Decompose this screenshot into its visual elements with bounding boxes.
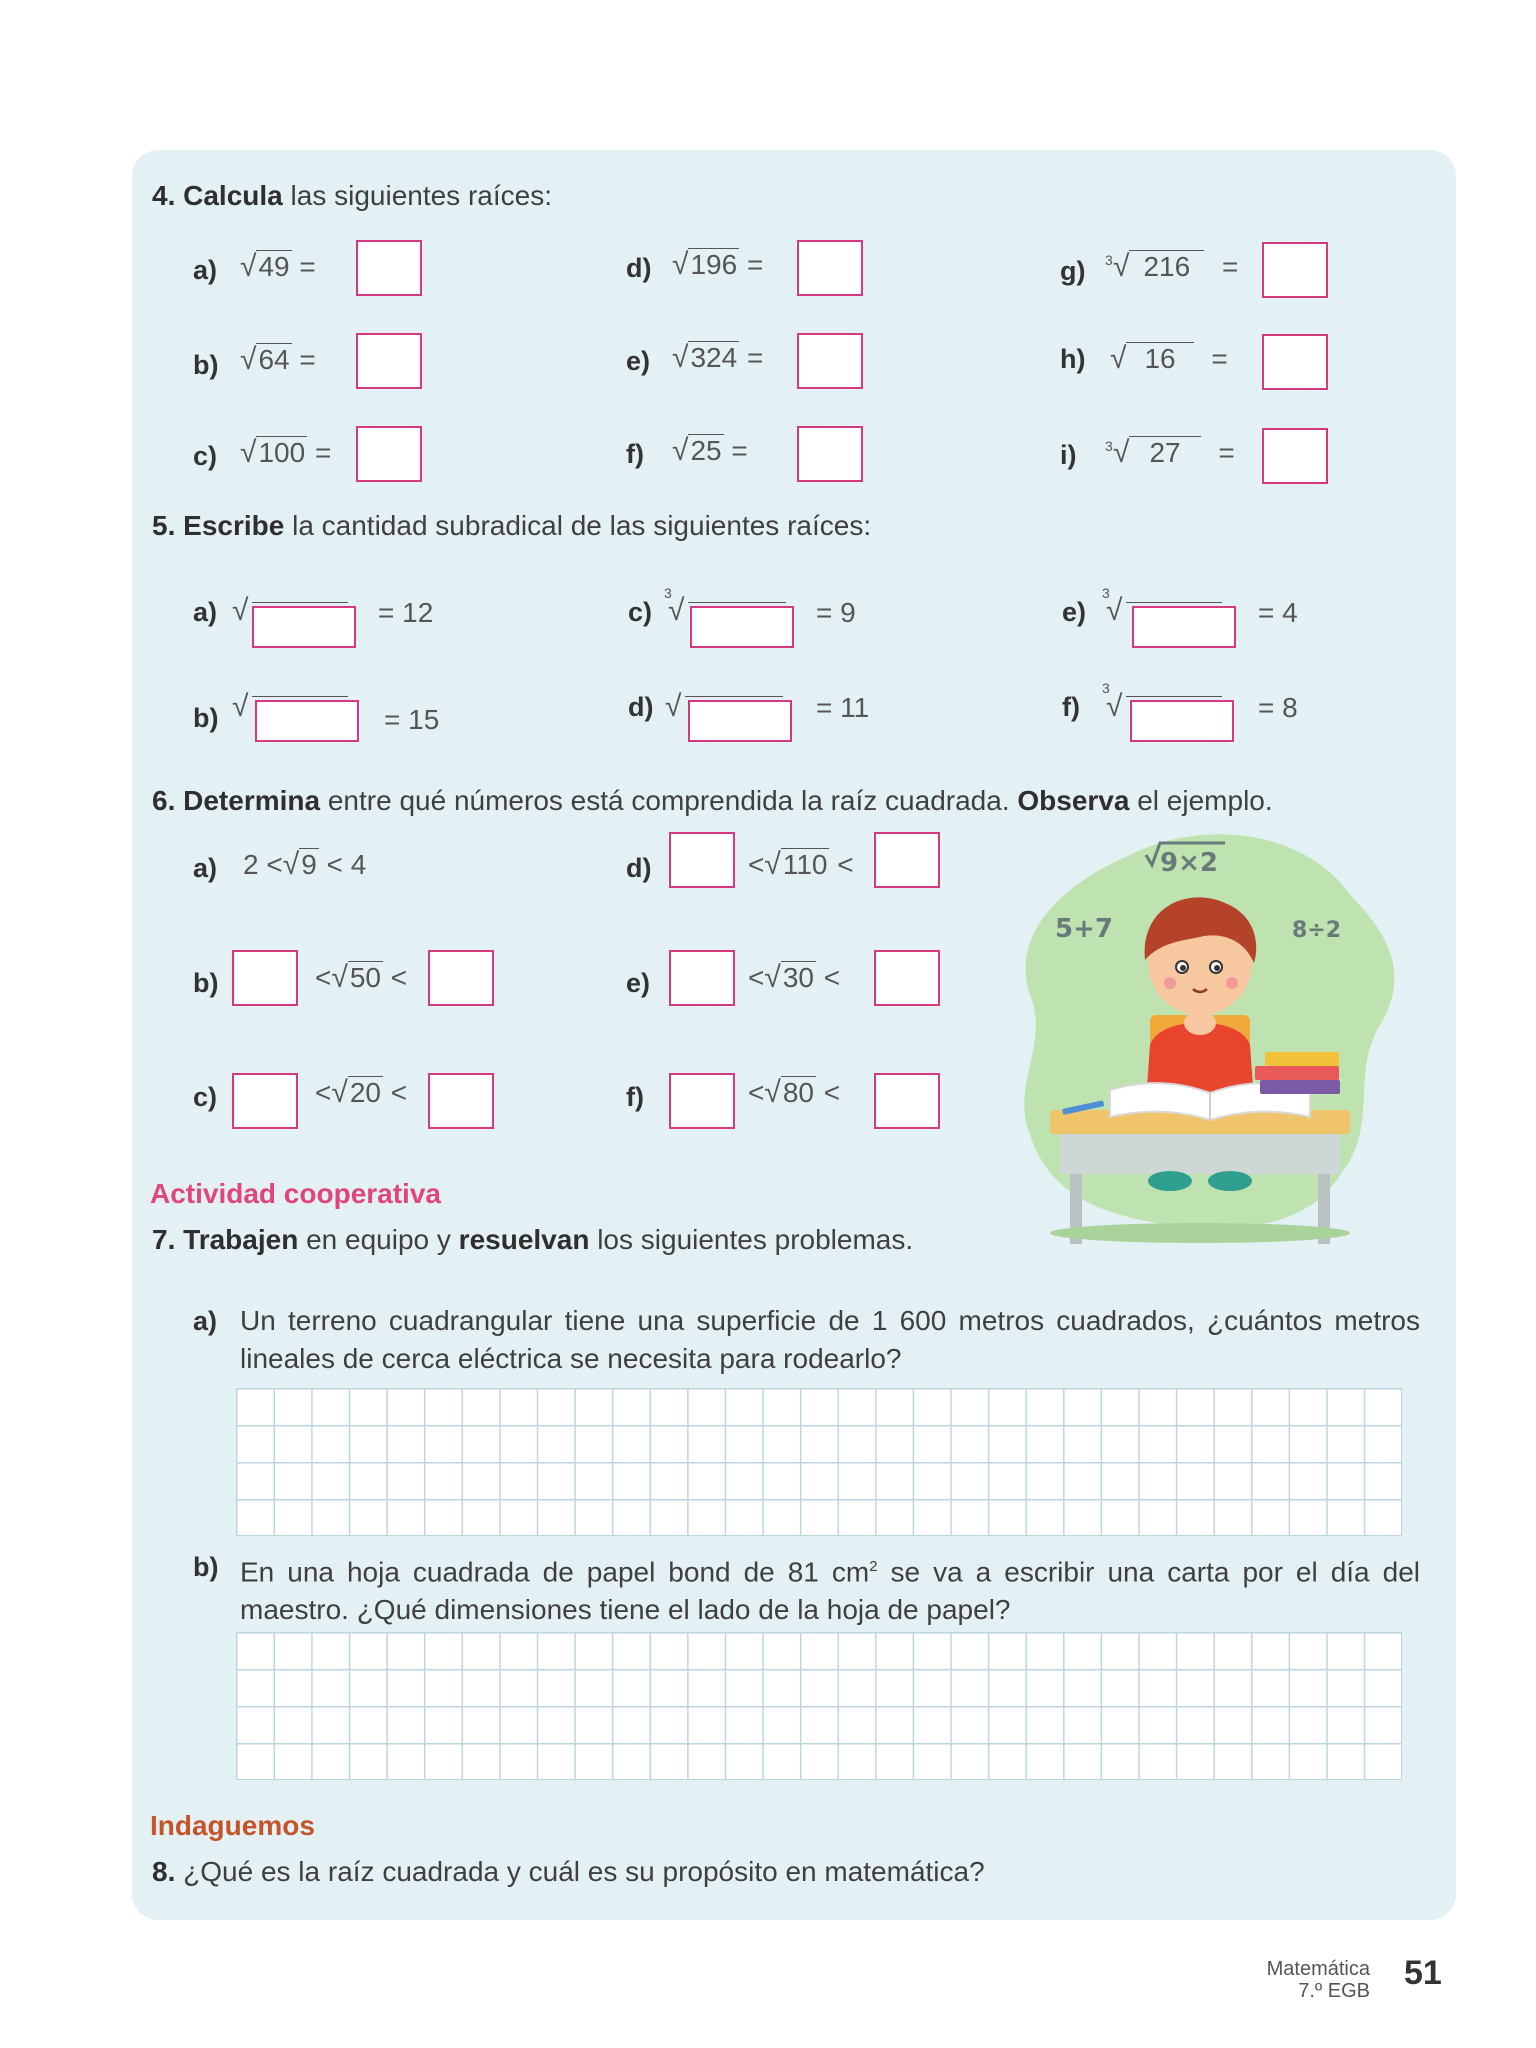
bubble-text-3: 8÷2 — [1292, 918, 1342, 943]
q6-a-example: 2 <√9 < 4 — [243, 848, 367, 881]
q4-d-label: d) — [626, 253, 652, 283]
q5-f-answer-box[interactable] — [1130, 700, 1234, 742]
q6-e-lower-box[interactable] — [669, 950, 735, 1006]
q4-verb: Calcula — [183, 180, 283, 211]
q5-d-label: d) — [628, 692, 654, 722]
q6-b-root: <√50 < — [315, 961, 408, 994]
footer-subject-block — [1190, 1958, 1370, 2002]
bubble-text-1: 9×2 — [1160, 848, 1218, 878]
q5-b-label: b) — [193, 703, 219, 733]
q5-c-result: = 9 — [816, 597, 856, 628]
q5-a-answer-box[interactable] — [252, 606, 356, 648]
q7-heading: 7. Trabajen en equipo y resuelvan los siguientes problemas. — [152, 1224, 914, 1255]
q4-f-label: f) — [626, 439, 644, 469]
child-shoes — [1148, 1171, 1192, 1191]
q4-h-answer-box[interactable] — [1262, 334, 1328, 390]
q6-a-label: a) — [193, 853, 218, 883]
bubble-text-2: 5+7 — [1055, 914, 1113, 944]
q5-e-answer-box[interactable] — [1132, 606, 1236, 648]
q6-d-root: <√110 < — [748, 848, 854, 881]
research-heading: Indaguemos — [150, 1810, 315, 1841]
q4-a-answer-box[interactable] — [356, 240, 422, 296]
q6-b-lower-box[interactable] — [232, 950, 298, 1006]
q5-c-radical-sign: √ — [668, 594, 685, 627]
q4-a-root: √49 = — [240, 250, 316, 283]
q4-d-root: √196 = — [672, 248, 764, 281]
q8-question: ¿Qué es la raíz cuadrada y cuál es su propósito en matemática? — [183, 1856, 985, 1887]
q4-h-root: √ 16 = — [1110, 342, 1228, 375]
coop-heading: Actividad cooperativa — [150, 1178, 441, 1209]
q4-d-answer-box[interactable] — [797, 240, 863, 296]
q4-c-answer-box[interactable] — [356, 426, 422, 482]
q4-g-answer-box[interactable] — [1262, 242, 1328, 298]
q6-b-upper-box[interactable] — [428, 950, 494, 1006]
q4-i-label: i) — [1060, 440, 1077, 470]
q5-e-index: 3 — [1102, 585, 1110, 601]
q5-heading: 5. Escribe la cantidad subradical de las siguientes raíces: — [152, 510, 872, 541]
q4-c-label: c) — [193, 441, 218, 471]
q4-g-root: 3 √ 216 = — [1105, 250, 1239, 283]
q6-f-upper-box[interactable] — [874, 1073, 940, 1129]
q5-a-vinculum — [252, 602, 348, 603]
footer-grade: 7.º EGB — [1298, 1980, 1370, 2002]
q5-b-vinculum — [252, 696, 348, 697]
q5-d-radical-sign: √ — [665, 690, 682, 723]
q4-instruction: las siguientes raíces: — [290, 180, 552, 211]
q5-e-radical-sign: √ — [1106, 594, 1123, 627]
page-number: 51 — [1404, 1954, 1442, 1992]
q6-f-root: <√80 < — [748, 1076, 841, 1109]
q6-c-lower-box[interactable] — [232, 1073, 298, 1129]
q7-a-text: Un terreno cuadrangular tiene una superficie de 1 600 metros cuadrados, ¿cuántos metros lineales de cerca eléctrica se necesita para rodearlo? — [240, 1305, 1420, 1374]
q4-g-label: g) — [1060, 256, 1086, 286]
q4-a-label: a) — [193, 255, 218, 285]
child-hand — [1184, 1011, 1216, 1035]
q5-verb: Escribe — [183, 510, 285, 541]
q4-b-label: b) — [193, 350, 219, 380]
q6-c-root: <√20 < — [315, 1076, 408, 1109]
q4-f-answer-box[interactable] — [797, 426, 863, 482]
q7-b-text: En una hoja cuadrada de papel bond de 81 $cm^2$ se va a escribir una carta por el día del maestro. ¿Qué dimensiones tiene el lado de la hoja de papel? — [240, 1556, 1420, 1626]
q6-heading: 6. Determina entre qué números está comprendida la raíz cuadrada. Observa el ejemplo. — [152, 785, 1273, 816]
q4-c-root: √100 = — [240, 436, 332, 469]
q4-i-root: 3 √ 27 = — [1105, 436, 1235, 469]
q4-i-answer-box[interactable] — [1262, 428, 1328, 484]
q5-b-radical-sign: √ — [232, 690, 249, 723]
q6-e-root: <√30 < — [748, 961, 841, 994]
q7-a-answer-grid[interactable] — [236, 1388, 1402, 1536]
q4-b-answer-box[interactable] — [356, 333, 422, 389]
q7-b-answer-grid[interactable] — [236, 1632, 1402, 1780]
book-stack — [1260, 1080, 1340, 1094]
q7-a-label: a) — [193, 1306, 218, 1336]
q6-c-label: c) — [193, 1082, 218, 1112]
q5-d-answer-box[interactable] — [688, 700, 792, 742]
q6-b-label: b) — [193, 968, 219, 998]
q5-f-label: f) — [1062, 692, 1080, 722]
q7-b-label: b) — [193, 1552, 219, 1582]
q6-d-upper-box[interactable] — [874, 832, 940, 888]
q6-d-lower-box[interactable] — [669, 832, 735, 888]
q6-verb2: Observa — [1017, 785, 1130, 816]
q5-b-result: = 15 — [384, 704, 440, 735]
q5-b-answer-box[interactable] — [255, 700, 359, 742]
q6-verb: Determina — [183, 785, 321, 816]
q4-heading — [152, 180, 552, 212]
q5-c-label: c) — [628, 597, 653, 627]
q6-f-lower-box[interactable] — [669, 1073, 735, 1129]
q5-e-label: e) — [1062, 597, 1087, 627]
q6-f-label: f) — [626, 1082, 644, 1112]
footer-subject: Matemática — [1266, 1958, 1370, 1980]
q5-f-result: = 8 — [1258, 692, 1298, 723]
q6-e-upper-box[interactable] — [874, 950, 940, 1006]
q5-d-vinculum — [685, 696, 783, 697]
q4-number: 4. — [152, 180, 176, 211]
q5-a-result: = 12 — [378, 597, 434, 628]
q5-f-radical-sign: √ — [1106, 690, 1123, 723]
q5-c-answer-box[interactable] — [690, 606, 794, 648]
q5-f-vinculum — [1126, 696, 1222, 697]
q5-a-label: a) — [193, 597, 218, 627]
q5-a-radical-sign: √ — [232, 594, 249, 627]
q5-e-vinculum — [1126, 602, 1222, 603]
q5-c-index: 3 — [664, 585, 672, 601]
q5-c-vinculum — [688, 602, 786, 603]
q5-e-result: = 4 — [1258, 597, 1298, 628]
q4-e-label: e) — [626, 346, 651, 376]
q4-h-label: h) — [1060, 344, 1086, 374]
q6-e-label: e) — [626, 968, 651, 998]
q6-c-upper-box[interactable] — [428, 1073, 494, 1129]
q4-e-answer-box[interactable] — [797, 333, 863, 389]
q4-f-root: √25 = — [672, 434, 748, 467]
child-studying-illustration — [1010, 825, 1400, 1255]
q6-d-label: d) — [626, 853, 652, 883]
q5-d-result: = 11 — [816, 692, 870, 723]
q4-b-root: √64 = — [240, 343, 316, 376]
q5-f-index: 3 — [1102, 680, 1110, 696]
q5-instruction: la cantidad subradical de las siguientes raíces: — [292, 510, 872, 541]
q8-heading: 8. ¿Qué es la raíz cuadrada y cuál es su propósito en matemática? — [152, 1856, 985, 1887]
q4-e-root: √324 = — [672, 341, 764, 374]
